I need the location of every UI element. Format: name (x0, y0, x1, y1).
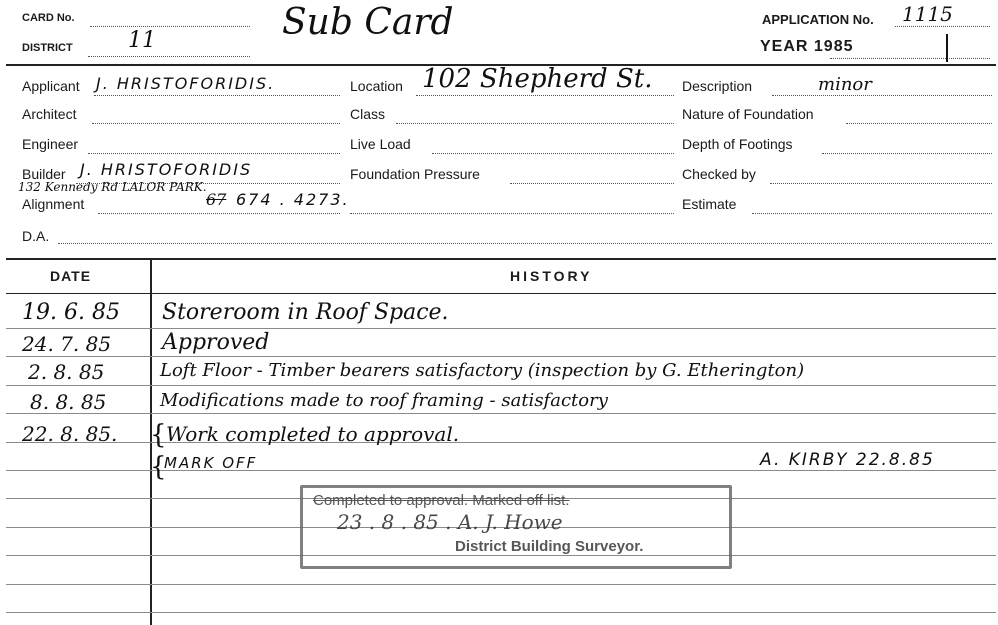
card-no-line (90, 26, 250, 27)
card-no-label: CARD No. (22, 12, 75, 24)
history-row-text: Work completed to approval. (166, 422, 460, 446)
history-rule (6, 413, 996, 414)
alignment-line (98, 213, 340, 214)
district-line (88, 56, 250, 57)
description-value: minor (818, 74, 872, 95)
nature-of-foundation-label: Nature of Foundation (682, 106, 814, 122)
checked-by-label: Checked by (682, 166, 756, 182)
architect-line (92, 123, 340, 124)
history-rule (6, 612, 996, 613)
checked-by-line (770, 183, 992, 184)
history-signature: A. KIRBY 22.8.85 (760, 450, 935, 470)
district-value: 11 (128, 28, 156, 53)
history-row-date: 8. 8. 85 (30, 390, 107, 414)
history-rule (6, 385, 996, 386)
history-top-border (6, 258, 996, 260)
applicant-value: J. HRISTOFORIDIS. (96, 74, 276, 93)
builder-label: Builder (22, 166, 66, 182)
da-line (58, 243, 992, 244)
stamp-line-1: Completed to approval. Marked off list. (313, 492, 570, 509)
stamp-line-2: 23 . 8 . 85 . A. J. Howe (337, 510, 563, 534)
description-line (772, 95, 992, 96)
location-value: 102 Shepherd St. (422, 64, 653, 94)
history-rule (6, 328, 996, 329)
nature-of-foundation-line (846, 123, 992, 124)
district-label: DISTRICT (22, 42, 73, 54)
history-row-text: Loft Floor - Timber bearers satisfactory (inspection by G. Etherington) (160, 360, 805, 381)
location-line (416, 95, 674, 96)
application-no-value: 1115 (902, 2, 953, 26)
middle-blank-line (350, 213, 674, 214)
description-label: Description (682, 78, 753, 94)
history-row-date: 2. 8. 85 (28, 360, 105, 384)
history-row-date: 22. 8. 85. (22, 422, 118, 446)
engineer-label: Engineer (22, 136, 79, 152)
history-row-text: Approved (162, 330, 270, 355)
applicant-line (94, 95, 340, 96)
history-header: HISTORY (510, 268, 593, 284)
da-label: D.A. (22, 228, 50, 244)
estimate-line (752, 213, 992, 214)
history-row-date: 19. 6. 85 (22, 300, 120, 325)
depth-of-footings-line (822, 153, 992, 154)
stamp-line-3: District Building Surveyor. (455, 538, 644, 555)
history-row-text: Modifications made to roof framing - satisfactory (160, 390, 608, 411)
foundation-pressure-label: Foundation Pressure (350, 166, 480, 182)
builder-address: 132 Kennedy Rd LALOR PARK. (18, 180, 207, 194)
history-rule (6, 584, 996, 585)
alignment-struck-digits: 67 (206, 190, 227, 209)
live-load-line (432, 153, 674, 154)
foundation-pressure-line (510, 183, 674, 184)
approval-stamp (300, 485, 732, 569)
date-header: DATE (50, 268, 92, 284)
brace-icon: { (150, 452, 167, 482)
history-row-text: Storeroom in Roof Space. (162, 300, 449, 325)
class-label: Class (350, 106, 386, 122)
card-type-handwritten: Sub Card (282, 2, 454, 43)
engineer-line (88, 153, 340, 154)
history-rule (6, 356, 996, 357)
application-no-label: APPLICATION No. (762, 12, 874, 27)
application-no-line (895, 26, 990, 27)
alignment-label: Alignment (22, 196, 85, 212)
live-load-label: Live Load (350, 136, 411, 152)
year-tick-mark (946, 34, 948, 62)
year-label: YEAR 1985 (760, 38, 854, 55)
depth-of-footings-label: Depth of Footings (682, 136, 793, 152)
history-row-date: 24. 7. 85 (22, 332, 112, 356)
builder-value: J. HRISTOFORIDIS (80, 160, 253, 179)
class-line (396, 123, 674, 124)
history-row-text: MARK OFF (164, 454, 258, 472)
brace-icon: { (150, 420, 167, 450)
location-label: Location (350, 78, 403, 94)
architect-label: Architect (22, 106, 77, 122)
estimate-label: Estimate (682, 196, 737, 212)
applicant-label: Applicant (22, 78, 80, 94)
history-header-divider (6, 293, 996, 294)
year-line (830, 58, 990, 59)
alignment-value: 674 . 4273. (236, 190, 350, 209)
